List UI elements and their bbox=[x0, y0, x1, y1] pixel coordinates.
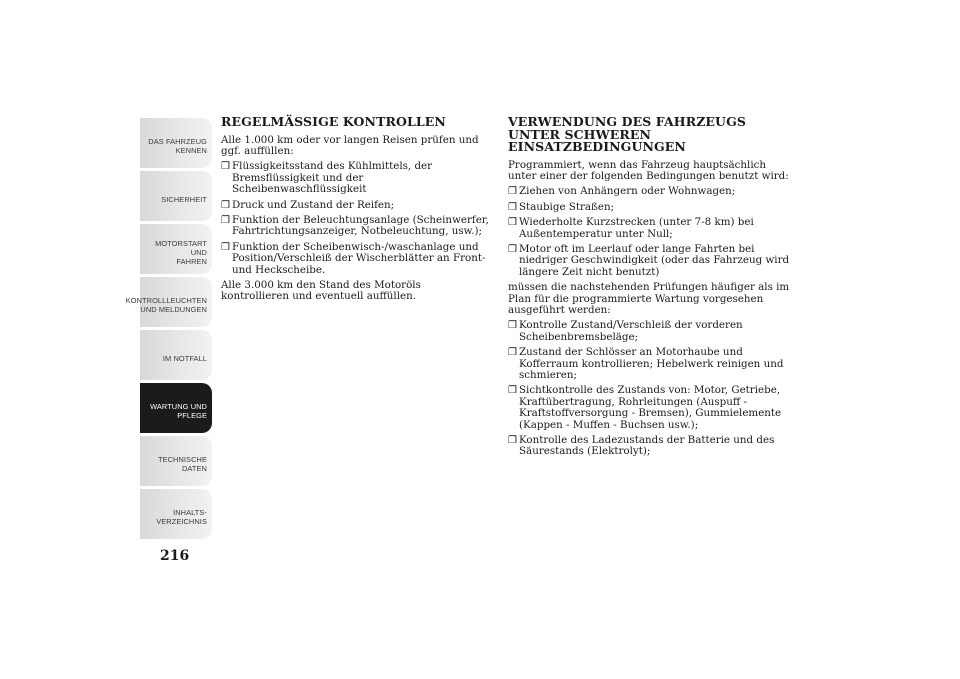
tab-label: KONTROLLLEUCHTEN UND MELDUNGEN bbox=[125, 296, 207, 314]
list-item: ❒ Kontrolle des Ladezustands der Batterie und des Säurestands (Elektrolyt); bbox=[508, 434, 775, 458]
right-column bbox=[508, 116, 790, 462]
tab-label: IM NOTFALL bbox=[162, 353, 207, 363]
list-item: ❒ Zustand der Schlösser an Motorhaube und Kofferraum kontrollieren; Hebelwerk reinigen und schmieren; bbox=[508, 346, 784, 381]
tab-label: TECHNISCHE DATEN bbox=[157, 455, 207, 473]
list-item: ❒ Ziehen von Anhängern oder Wohnwagen; bbox=[508, 185, 736, 198]
list-item: ❒ Wiederholte Kurzstrecken (unter 7-8 km) bei Außentemperatur unter Null; bbox=[508, 216, 754, 240]
tab-label: WARTUNG UND PFLEGE bbox=[150, 402, 207, 420]
checkbox-icon: ❒ bbox=[508, 201, 517, 213]
section-heading: VERWENDUNG DES FAHRZEUGS UNTER SCHWEREN EINSATZBEDINGUNGEN bbox=[508, 114, 746, 154]
left-column bbox=[221, 116, 491, 307]
tab-kontrollleuchten[interactable] bbox=[125, 277, 212, 327]
list-item: ❒ Druck und Zustand der Reifen; bbox=[221, 198, 395, 211]
checkbox-icon: ❒ bbox=[508, 435, 517, 447]
checkbox-icon: ❒ bbox=[508, 320, 517, 332]
tab-label: SICHERHEIT bbox=[161, 194, 207, 204]
middle-text: müssen die nachstehenden Prüfungen häufiger als im Plan für die programmierte Wartung vorgesehen ausgeführt werden: bbox=[508, 281, 790, 316]
checkbox-icon: ❒ bbox=[221, 161, 230, 173]
intro-text: Programmiert, wenn das Fahrzeug hauptsächlich unter einer der folgenden Bedingungen benutzt wird: bbox=[508, 158, 789, 182]
check-list bbox=[508, 320, 790, 457]
checkbox-icon: ❒ bbox=[508, 217, 517, 229]
tab-wartung-und-pflege[interactable] bbox=[140, 383, 212, 433]
checkbox-icon: ❒ bbox=[508, 385, 517, 397]
checkbox-icon: ❒ bbox=[221, 199, 230, 211]
tab-technische-daten[interactable] bbox=[140, 436, 212, 486]
list-item: ❒ Motor oft im Leerlauf oder lange Fahrten bei niedriger Geschwindigkeit (oder das Fahrzeug wird längere Zeit nicht benutzt) bbox=[508, 242, 790, 278]
tab-im-notfall[interactable] bbox=[140, 330, 212, 380]
chapter-tabs bbox=[125, 118, 212, 542]
checkbox-icon: ❒ bbox=[221, 241, 230, 253]
condition-list bbox=[508, 186, 790, 278]
list-item: ❒ Funktion der Scheibenwisch-/waschanlage und Position/Verschleiß der Wischerblätter an Front- und Heckscheibe. bbox=[221, 240, 486, 276]
list-item: ❒ Funktion der Beleuchtungsanlage (Scheinwerfer, Fahrtrichtungsanzeiger, Notbeleuchtung, usw.); bbox=[221, 213, 489, 238]
intro-text: Alle 1.000 km oder vor langen Reisen prüfen und ggf. auffüllen: bbox=[221, 133, 479, 157]
list-item: ❒ Flüssigkeitsstand des Kühlmittels, der Bremsflüssigkeit und der Scheibenwaschflüssigkeit bbox=[221, 160, 433, 196]
tab-label: INHALTS- VERZEICHNIS bbox=[156, 508, 207, 526]
outro-text: Alle 3.000 km den Stand des Motoröls kontrollieren und eventuell auffüllen. bbox=[221, 278, 421, 303]
list-item: ❒ Kontrolle Zustand/Verschleiß der vorderen Scheibenbremsbeläge; bbox=[508, 319, 743, 343]
tab-motorstart-und-fahren[interactable] bbox=[140, 224, 212, 274]
checkbox-icon: ❒ bbox=[221, 214, 230, 226]
checkbox-icon: ❒ bbox=[508, 347, 517, 359]
checkbox-icon: ❒ bbox=[508, 186, 517, 198]
tab-das-fahrzeug-kennen[interactable] bbox=[140, 118, 212, 168]
section-heading: REGELMÄSSIGE KONTROLLEN bbox=[221, 114, 446, 129]
checkbox-icon: ❒ bbox=[508, 243, 517, 255]
tab-sicherheit[interactable] bbox=[140, 171, 212, 221]
list-item: ❒ Staubige Straßen; bbox=[508, 200, 615, 213]
page-number: 216 bbox=[160, 548, 190, 564]
tab-label: DAS FAHRZEUG KENNEN bbox=[148, 137, 207, 155]
tab-inhaltsverzeichnis[interactable] bbox=[140, 489, 212, 539]
tab-label: MOTORSTART UND FAHREN bbox=[155, 238, 207, 266]
list-item: ❒ Sichtkontrolle des Zustands von: Motor, Getriebe, Kraftübertragung, Rohrleitungen (Auspuff - Kraftstoffversorgung - Bremsen), Gummielemente (Kappen - Muffen - Buchsen usw.); bbox=[508, 384, 782, 431]
checklist bbox=[221, 161, 491, 276]
